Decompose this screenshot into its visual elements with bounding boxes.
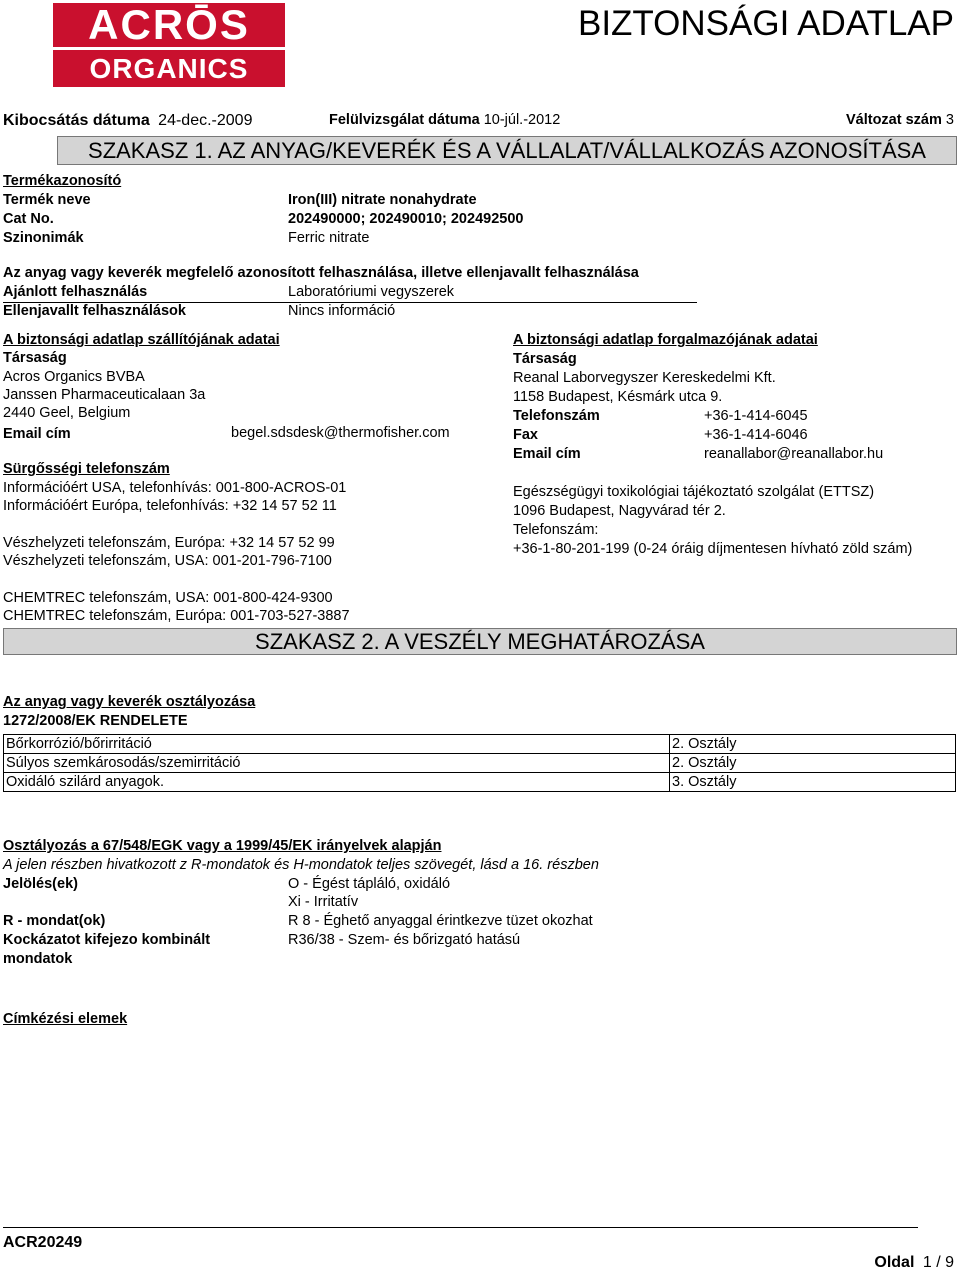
ettsz-line: 1096 Budapest, Nagyvárad tér 2. [513,503,726,519]
recommended-use-label: Ajánlott felhasználás [3,284,148,300]
synonyms-value: Ferric nitrate [288,230,370,246]
hazard-category: 3. Osztály [670,773,956,792]
emergency-line: CHEMTREC telefonszám, USA: 001-800-424-9300 [3,590,333,606]
supplier-email-label: Email cím [3,426,71,442]
version-row [846,112,954,128]
distributor-email[interactable]: reanallabor@reanallabor.hu [704,446,884,462]
classification-heading: Az anyag vagy keverék osztályozása [3,694,256,710]
document-title: BIZTONSÁGI ADATLAP [577,4,954,43]
restricted-use-label: Ellenjavallt felhasználások [3,303,186,319]
symbol-item: Xi - Irritatív [288,894,359,910]
footer-divider [3,1227,918,1228]
revision-date-row [329,112,560,128]
section2-title: SZAKASZ 2. A VESZÉLY MEGHATÁROZÁSA [3,628,957,655]
supplier-company-label: Társaság [3,350,67,366]
emergency-heading: Sürgősségi telefonszám [3,461,170,477]
page-label: Oldal [874,1254,915,1271]
directive-heading: Osztályozás a 67/548/EGK vagy a 1999/45/EK irányelvek alapján [3,838,442,854]
version-number: 3 [945,112,954,128]
distributor-phone: +36-1-414-6045 [704,408,808,424]
supplier-line: Acros Organics BVBA [3,369,145,385]
issue-date: 24-dec.-2009 [158,112,253,129]
distributor-line: 1158 Budapest, Késmárk utca 9. [513,389,723,405]
hazard-name: Súlyos szemkárosodás/szemirritáció [4,754,670,773]
synonyms-label: Szinonimák [3,230,84,246]
document-code: ACR20249 [3,1234,83,1251]
page-number: 1 / 9 [922,1254,954,1271]
supplier-heading: A biztonsági adatlap szállítójának adatai [3,332,280,348]
acros-organics-logo [53,3,285,87]
ettsz-line: Egészségügyi toxikológiai tájékoztató szolgálat (ETTSZ) [513,484,875,500]
product-name: Iron(III) nitrate nonahydrate [288,192,477,208]
supplier-line: 2440 Geel, Belgium [3,405,131,421]
revision-label: Felülvizsgálat dátuma [329,112,480,128]
hazard-name: Bőrkorrózió/bőrirritáció [4,735,670,754]
version-label: Változat szám [845,112,942,128]
regulation-label: 1272/2008/EK RENDELETE [3,713,188,729]
restricted-use-value: Nincs információ [288,303,396,319]
product-identifier-heading: Termékazonosító [3,173,122,189]
recommended-use-value: Laboratóriumi vegyszerek [288,284,455,300]
hazard-name: Oxidáló szilárd anyagok. [4,773,670,792]
emergency-line: CHEMTREC telefonszám, Európa: 001-703-527-3887 [3,608,350,624]
table-row [4,735,956,754]
combined-phrases-value: R36/38 - Szem- és bőrizgató hatású [288,932,521,948]
ettsz-line: +36-1-80-201-199 (0-24 óráig díjmentesen hívható zöld szám) [513,541,913,557]
section1-title: SZAKASZ 1. AZ ANYAG/KEVERÉK ÉS A VÁLLALAT/VÁLLALKOZÁS AZONOSÍTÁSA [57,136,957,165]
issue-label: Kibocsátás dátuma [3,112,150,129]
page-indicator [874,1254,954,1272]
supplier-email[interactable]: begel.sdsdesk@thermofisher.com [231,425,450,441]
emergency-line: Információért USA, telefonhívás: 001-800-ACROS-01 [3,480,347,496]
distributor-phone-label: Telefonszám [513,408,600,424]
issue-date-row [3,112,252,130]
r-phrases-value: R 8 - Éghető anyaggal érintkezve tüzet okozhat [288,913,593,929]
cat-no-label: Cat No. [3,211,54,227]
emergency-line: Vészhelyzeti telefonszám, Európa: +32 14 57 52 99 [3,535,335,551]
combined-phrases-label: Kockázatot kifejezo kombinált [3,932,211,948]
distributor-line: Reanal Laborvegyszer Kereskedelmi Kft. [513,370,776,386]
symbols-label: Jelölés(ek) [3,876,78,892]
table-row [4,773,956,792]
distributor-company-label: Társaság [513,351,577,367]
distributor-fax-label: Fax [513,427,538,443]
ettsz-line: Telefonszám: [513,522,599,538]
supplier-line: Janssen Pharmaceuticalaan 3a [3,387,206,403]
symbol-item: O - Égést tápláló, oxidáló [288,876,451,892]
logo-bottom-text: ORGANICS [53,50,285,87]
revision-date: 10-júl.-2012 [483,112,561,128]
distributor-heading: A biztonsági adatlap forgalmazójának adatai [513,332,818,348]
table-row [4,754,956,773]
logo-top-text: ACRŌS [53,3,285,47]
cat-no-value: 202490000; 202490010; 202492500 [288,211,524,227]
distributor-email-label: Email cím [513,446,581,462]
label-elements-heading: Címkézési elemek [3,1011,128,1027]
hazard-category: 2. Osztály [670,754,956,773]
distributor-fax: +36-1-414-6046 [704,427,808,443]
hazard-category: 2. Osztály [670,735,956,754]
product-name-label: Termék neve [3,192,91,208]
r-phrases-label: R - mondat(ok) [3,913,106,929]
hazard-classification-table [3,734,956,792]
use-heading: Az anyag vagy keverék megfelelő azonosított felhasználása, illetve ellenjavallt felhasználása [3,265,639,281]
directive-note: A jelen részben hivatkozott z R-mondatok és H-mondatok teljes szövegét, lásd a 16. részben [3,857,599,873]
combined-phrases-label-2: mondatok [3,951,73,967]
emergency-line: Információért Európa, telefonhívás: +32 14 57 52 11 [3,498,337,514]
emergency-line: Vészhelyzeti telefonszám, USA: 001-201-796-7100 [3,553,332,569]
